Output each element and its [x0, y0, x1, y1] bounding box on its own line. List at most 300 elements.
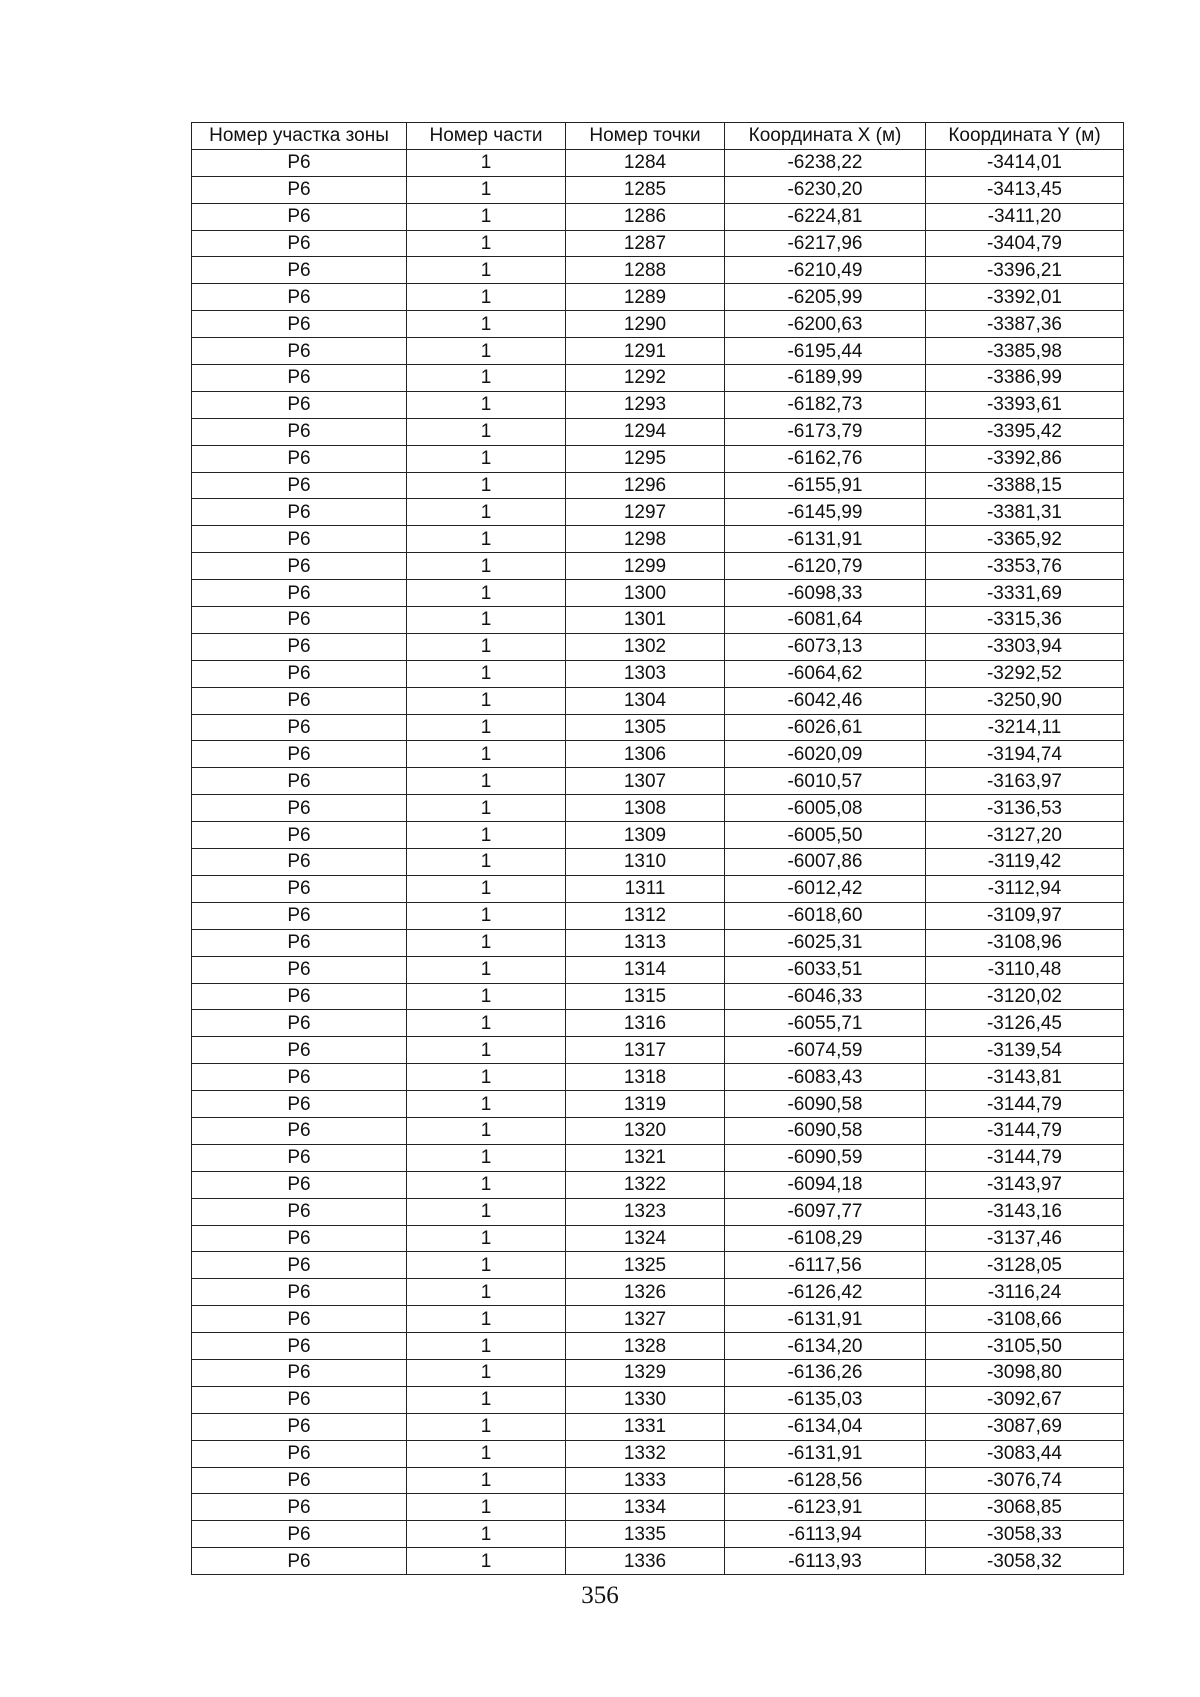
- table-row: [192, 1333, 1124, 1360]
- cell-point-number: 1335: [566, 1521, 725, 1548]
- cell-zone-section: Р6: [192, 311, 407, 338]
- cell-part-number: 1: [407, 875, 566, 902]
- cell-coordinate-y: -3076,74: [926, 1467, 1124, 1494]
- cell-coordinate-x: -6145,99: [725, 499, 926, 526]
- cell-coordinate-y: -3116,24: [926, 1279, 1124, 1306]
- cell-part-number: 1: [407, 1333, 566, 1360]
- table-row: [192, 1037, 1124, 1064]
- header-coordinate-x: Координата X (м): [725, 123, 926, 150]
- cell-coordinate-x: -6134,20: [725, 1333, 926, 1360]
- cell-coordinate-x: -6131,91: [725, 1306, 926, 1333]
- cell-part-number: 1: [407, 1144, 566, 1171]
- cell-zone-section: Р6: [192, 1064, 407, 1091]
- table-row: [192, 607, 1124, 634]
- cell-coordinate-x: -6010,57: [725, 768, 926, 795]
- cell-coordinate-y: -3058,33: [926, 1521, 1124, 1548]
- cell-coordinate-y: -3108,66: [926, 1306, 1124, 1333]
- table-row: [192, 1064, 1124, 1091]
- cell-zone-section: Р6: [192, 768, 407, 795]
- cell-part-number: 1: [407, 1494, 566, 1521]
- cell-part-number: 1: [407, 526, 566, 553]
- cell-coordinate-y: -3393,61: [926, 391, 1124, 418]
- cell-point-number: 1329: [566, 1359, 725, 1386]
- table-row: [192, 660, 1124, 687]
- cell-zone-section: Р6: [192, 1548, 407, 1575]
- cell-part-number: 1: [407, 257, 566, 284]
- cell-point-number: 1326: [566, 1279, 725, 1306]
- cell-part-number: 1: [407, 1117, 566, 1144]
- cell-part-number: 1: [407, 203, 566, 230]
- cell-part-number: 1: [407, 230, 566, 257]
- cell-part-number: 1: [407, 580, 566, 607]
- cell-point-number: 1332: [566, 1440, 725, 1467]
- cell-part-number: 1: [407, 1359, 566, 1386]
- cell-zone-section: Р6: [192, 445, 407, 472]
- cell-part-number: 1: [407, 902, 566, 929]
- table-row: [192, 1198, 1124, 1225]
- table-row: [192, 149, 1124, 176]
- cell-zone-section: Р6: [192, 1359, 407, 1386]
- cell-point-number: 1314: [566, 956, 725, 983]
- cell-coordinate-x: -6126,42: [725, 1279, 926, 1306]
- cell-zone-section: Р6: [192, 983, 407, 1010]
- cell-coordinate-y: -3386,99: [926, 365, 1124, 392]
- table-row: [192, 365, 1124, 392]
- cell-zone-section: Р6: [192, 580, 407, 607]
- cell-point-number: 1288: [566, 257, 725, 284]
- cell-coordinate-x: -6155,91: [725, 472, 926, 499]
- cell-point-number: 1315: [566, 983, 725, 1010]
- cell-coordinate-y: -3331,69: [926, 580, 1124, 607]
- cell-part-number: 1: [407, 1548, 566, 1575]
- table-row: [192, 1359, 1124, 1386]
- table-row: [192, 1386, 1124, 1413]
- cell-coordinate-y: -3315,36: [926, 607, 1124, 634]
- cell-coordinate-y: -3395,42: [926, 418, 1124, 445]
- cell-part-number: 1: [407, 1279, 566, 1306]
- cell-point-number: 1324: [566, 1225, 725, 1252]
- cell-point-number: 1330: [566, 1386, 725, 1413]
- cell-part-number: 1: [407, 391, 566, 418]
- cell-part-number: 1: [407, 660, 566, 687]
- table-row: [192, 1306, 1124, 1333]
- cell-zone-section: Р6: [192, 1413, 407, 1440]
- cell-coordinate-x: -6173,79: [725, 418, 926, 445]
- table-row: [192, 1010, 1124, 1037]
- table-row: [192, 338, 1124, 365]
- cell-point-number: 1285: [566, 176, 725, 203]
- cell-zone-section: Р6: [192, 1333, 407, 1360]
- cell-coordinate-y: -3353,76: [926, 553, 1124, 580]
- cell-coordinate-x: -6090,58: [725, 1117, 926, 1144]
- table-row: [192, 203, 1124, 230]
- cell-point-number: 1328: [566, 1333, 725, 1360]
- cell-point-number: 1307: [566, 768, 725, 795]
- cell-zone-section: Р6: [192, 1521, 407, 1548]
- cell-zone-section: Р6: [192, 1144, 407, 1171]
- cell-zone-section: Р6: [192, 607, 407, 634]
- cell-point-number: 1301: [566, 607, 725, 634]
- cell-coordinate-x: -6238,22: [725, 149, 926, 176]
- cell-part-number: 1: [407, 311, 566, 338]
- cell-coordinate-y: -3112,94: [926, 875, 1124, 902]
- cell-point-number: 1302: [566, 633, 725, 660]
- table-row: [192, 391, 1124, 418]
- table-body: [192, 149, 1124, 1574]
- cell-coordinate-y: -3388,15: [926, 472, 1124, 499]
- cell-point-number: 1299: [566, 553, 725, 580]
- cell-coordinate-x: -6224,81: [725, 203, 926, 230]
- cell-part-number: 1: [407, 1225, 566, 1252]
- table-row: [192, 1225, 1124, 1252]
- cell-coordinate-y: -3392,01: [926, 284, 1124, 311]
- cell-zone-section: Р6: [192, 499, 407, 526]
- cell-point-number: 1296: [566, 472, 725, 499]
- cell-point-number: 1321: [566, 1144, 725, 1171]
- cell-point-number: 1325: [566, 1252, 725, 1279]
- cell-coordinate-y: -3109,97: [926, 902, 1124, 929]
- cell-zone-section: Р6: [192, 714, 407, 741]
- cell-coordinate-y: -3396,21: [926, 257, 1124, 284]
- cell-coordinate-x: -6042,46: [725, 687, 926, 714]
- cell-coordinate-x: -6020,09: [725, 741, 926, 768]
- cell-coordinate-x: -6046,33: [725, 983, 926, 1010]
- cell-zone-section: Р6: [192, 1037, 407, 1064]
- cell-point-number: 1313: [566, 929, 725, 956]
- cell-coordinate-y: -3144,79: [926, 1144, 1124, 1171]
- cell-coordinate-y: -3092,67: [926, 1386, 1124, 1413]
- cell-part-number: 1: [407, 1521, 566, 1548]
- table-row: [192, 230, 1124, 257]
- cell-part-number: 1: [407, 418, 566, 445]
- cell-coordinate-x: -6108,29: [725, 1225, 926, 1252]
- cell-coordinate-y: -3392,86: [926, 445, 1124, 472]
- header-part-number: Номер части: [407, 123, 566, 150]
- cell-zone-section: Р6: [192, 257, 407, 284]
- cell-part-number: 1: [407, 1064, 566, 1091]
- header-point-number: Номер точки: [566, 123, 725, 150]
- cell-part-number: 1: [407, 1306, 566, 1333]
- cell-point-number: 1294: [566, 418, 725, 445]
- table-row: [192, 983, 1124, 1010]
- cell-zone-section: Р6: [192, 1252, 407, 1279]
- cell-zone-section: Р6: [192, 1279, 407, 1306]
- cell-zone-section: Р6: [192, 929, 407, 956]
- cell-zone-section: Р6: [192, 849, 407, 876]
- table-row: [192, 1413, 1124, 1440]
- cell-coordinate-x: -6098,33: [725, 580, 926, 607]
- cell-point-number: 1310: [566, 849, 725, 876]
- cell-part-number: 1: [407, 445, 566, 472]
- cell-coordinate-x: -6007,86: [725, 849, 926, 876]
- cell-point-number: 1333: [566, 1467, 725, 1494]
- cell-zone-section: Р6: [192, 1440, 407, 1467]
- cell-coordinate-x: -6018,60: [725, 902, 926, 929]
- table-row: [192, 1548, 1124, 1575]
- cell-zone-section: Р6: [192, 1386, 407, 1413]
- cell-part-number: 1: [407, 768, 566, 795]
- cell-zone-section: Р6: [192, 230, 407, 257]
- cell-coordinate-x: -6210,49: [725, 257, 926, 284]
- cell-coordinate-y: -3303,94: [926, 633, 1124, 660]
- cell-point-number: 1309: [566, 822, 725, 849]
- cell-coordinate-x: -6005,50: [725, 822, 926, 849]
- table-row: [192, 499, 1124, 526]
- cell-zone-section: Р6: [192, 418, 407, 445]
- cell-coordinate-y: -3381,31: [926, 499, 1124, 526]
- table-row: [192, 687, 1124, 714]
- cell-zone-section: Р6: [192, 1117, 407, 1144]
- cell-coordinate-x: -6081,64: [725, 607, 926, 634]
- cell-zone-section: Р6: [192, 472, 407, 499]
- cell-part-number: 1: [407, 149, 566, 176]
- table-row: [192, 1521, 1124, 1548]
- cell-part-number: 1: [407, 822, 566, 849]
- cell-coordinate-y: -3387,36: [926, 311, 1124, 338]
- cell-coordinate-y: -3119,42: [926, 849, 1124, 876]
- cell-coordinate-y: -3194,74: [926, 741, 1124, 768]
- cell-coordinate-x: -6205,99: [725, 284, 926, 311]
- header-row: [192, 123, 1124, 150]
- table-row: [192, 1171, 1124, 1198]
- cell-coordinate-y: -3411,20: [926, 203, 1124, 230]
- cell-coordinate-y: -3385,98: [926, 338, 1124, 365]
- cell-coordinate-y: -3413,45: [926, 176, 1124, 203]
- cell-part-number: 1: [407, 1037, 566, 1064]
- cell-coordinate-x: -6136,26: [725, 1359, 926, 1386]
- cell-part-number: 1: [407, 1198, 566, 1225]
- cell-zone-section: Р6: [192, 553, 407, 580]
- table-row: [192, 553, 1124, 580]
- cell-coordinate-x: -6064,62: [725, 660, 926, 687]
- cell-part-number: 1: [407, 1171, 566, 1198]
- cell-zone-section: Р6: [192, 687, 407, 714]
- table-row: [192, 956, 1124, 983]
- cell-point-number: 1336: [566, 1548, 725, 1575]
- cell-part-number: 1: [407, 1091, 566, 1118]
- cell-coordinate-y: -3163,97: [926, 768, 1124, 795]
- table-row: [192, 526, 1124, 553]
- cell-zone-section: Р6: [192, 338, 407, 365]
- cell-part-number: 1: [407, 176, 566, 203]
- cell-zone-section: Р6: [192, 1225, 407, 1252]
- table-row: [192, 1144, 1124, 1171]
- cell-coordinate-y: -3128,05: [926, 1252, 1124, 1279]
- cell-coordinate-x: -6217,96: [725, 230, 926, 257]
- cell-coordinate-x: -6113,93: [725, 1548, 926, 1575]
- cell-point-number: 1312: [566, 902, 725, 929]
- cell-zone-section: Р6: [192, 1010, 407, 1037]
- table-row: [192, 1117, 1124, 1144]
- cell-point-number: 1323: [566, 1198, 725, 1225]
- cell-coordinate-y: -3139,54: [926, 1037, 1124, 1064]
- cell-coordinate-y: -3058,32: [926, 1548, 1124, 1575]
- cell-coordinate-x: -6074,59: [725, 1037, 926, 1064]
- cell-zone-section: Р6: [192, 284, 407, 311]
- cell-point-number: 1292: [566, 365, 725, 392]
- cell-point-number: 1311: [566, 875, 725, 902]
- cell-coordinate-y: -3404,79: [926, 230, 1124, 257]
- cell-coordinate-y: -3083,44: [926, 1440, 1124, 1467]
- cell-point-number: 1308: [566, 795, 725, 822]
- cell-part-number: 1: [407, 553, 566, 580]
- table-row: [192, 929, 1124, 956]
- cell-point-number: 1306: [566, 741, 725, 768]
- page-number: 356: [581, 1582, 619, 1609]
- cell-zone-section: Р6: [192, 1091, 407, 1118]
- cell-point-number: 1318: [566, 1064, 725, 1091]
- cell-coordinate-x: -6131,91: [725, 1440, 926, 1467]
- header-coordinate-y: Координата Y (м): [926, 123, 1124, 150]
- cell-zone-section: Р6: [192, 795, 407, 822]
- cell-point-number: 1316: [566, 1010, 725, 1037]
- table-row: [192, 902, 1124, 929]
- cell-zone-section: Р6: [192, 1198, 407, 1225]
- cell-zone-section: Р6: [192, 176, 407, 203]
- cell-zone-section: Р6: [192, 1171, 407, 1198]
- cell-coordinate-x: -6131,91: [725, 526, 926, 553]
- cell-coordinate-y: -3087,69: [926, 1413, 1124, 1440]
- cell-part-number: 1: [407, 607, 566, 634]
- cell-coordinate-x: -6123,91: [725, 1494, 926, 1521]
- table-row: [192, 849, 1124, 876]
- cell-coordinate-y: -3144,79: [926, 1117, 1124, 1144]
- table-row: [192, 741, 1124, 768]
- cell-coordinate-x: -6117,56: [725, 1252, 926, 1279]
- table-row: [192, 1252, 1124, 1279]
- cell-zone-section: Р6: [192, 365, 407, 392]
- cell-coordinate-y: -3110,48: [926, 956, 1124, 983]
- cell-part-number: 1: [407, 1440, 566, 1467]
- table-row: [192, 1279, 1124, 1306]
- cell-point-number: 1287: [566, 230, 725, 257]
- cell-point-number: 1298: [566, 526, 725, 553]
- table-row: [192, 633, 1124, 660]
- cell-coordinate-x: -6083,43: [725, 1064, 926, 1091]
- coordinates-table: [191, 122, 1124, 1575]
- cell-part-number: 1: [407, 714, 566, 741]
- cell-part-number: 1: [407, 983, 566, 1010]
- table-row: [192, 714, 1124, 741]
- cell-coordinate-y: -3414,01: [926, 149, 1124, 176]
- cell-part-number: 1: [407, 741, 566, 768]
- cell-coordinate-x: -6026,61: [725, 714, 926, 741]
- cell-zone-section: Р6: [192, 822, 407, 849]
- cell-part-number: 1: [407, 849, 566, 876]
- cell-coordinate-x: -6113,94: [725, 1521, 926, 1548]
- cell-zone-section: Р6: [192, 1494, 407, 1521]
- table-row: [192, 768, 1124, 795]
- cell-coordinate-x: -6094,18: [725, 1171, 926, 1198]
- cell-coordinate-y: -3143,97: [926, 1171, 1124, 1198]
- cell-coordinate-y: -3136,53: [926, 795, 1124, 822]
- cell-part-number: 1: [407, 633, 566, 660]
- cell-coordinate-x: -6195,44: [725, 338, 926, 365]
- table-row: [192, 445, 1124, 472]
- cell-point-number: 1303: [566, 660, 725, 687]
- cell-coordinate-x: -6005,08: [725, 795, 926, 822]
- cell-coordinate-y: -3143,16: [926, 1198, 1124, 1225]
- cell-coordinate-x: -6128,56: [725, 1467, 926, 1494]
- cell-zone-section: Р6: [192, 741, 407, 768]
- cell-coordinate-y: -3214,11: [926, 714, 1124, 741]
- cell-point-number: 1286: [566, 203, 725, 230]
- cell-point-number: 1291: [566, 338, 725, 365]
- cell-part-number: 1: [407, 1010, 566, 1037]
- cell-coordinate-x: -6135,03: [725, 1386, 926, 1413]
- table-row: [192, 472, 1124, 499]
- cell-point-number: 1295: [566, 445, 725, 472]
- cell-coordinate-x: -6200,63: [725, 311, 926, 338]
- cell-part-number: 1: [407, 795, 566, 822]
- cell-point-number: 1317: [566, 1037, 725, 1064]
- cell-coordinate-y: -3250,90: [926, 687, 1124, 714]
- cell-coordinate-y: -3292,52: [926, 660, 1124, 687]
- cell-coordinate-x: -6090,58: [725, 1091, 926, 1118]
- cell-coordinate-x: -6230,20: [725, 176, 926, 203]
- cell-coordinate-x: -6033,51: [725, 956, 926, 983]
- cell-coordinate-x: -6097,77: [725, 1198, 926, 1225]
- table-row: [192, 822, 1124, 849]
- cell-coordinate-y: -3143,81: [926, 1064, 1124, 1091]
- table-row: [192, 875, 1124, 902]
- cell-point-number: 1293: [566, 391, 725, 418]
- cell-coordinate-y: -3127,20: [926, 822, 1124, 849]
- cell-coordinate-y: -3108,96: [926, 929, 1124, 956]
- table-row: [192, 311, 1124, 338]
- table-row: [192, 1494, 1124, 1521]
- cell-point-number: 1319: [566, 1091, 725, 1118]
- cell-zone-section: Р6: [192, 203, 407, 230]
- table-row: [192, 1440, 1124, 1467]
- cell-point-number: 1284: [566, 149, 725, 176]
- cell-coordinate-x: -6055,71: [725, 1010, 926, 1037]
- table-row: [192, 795, 1124, 822]
- cell-part-number: 1: [407, 929, 566, 956]
- cell-point-number: 1304: [566, 687, 725, 714]
- cell-part-number: 1: [407, 1413, 566, 1440]
- cell-part-number: 1: [407, 956, 566, 983]
- cell-part-number: 1: [407, 365, 566, 392]
- cell-point-number: 1289: [566, 284, 725, 311]
- cell-coordinate-x: -6073,13: [725, 633, 926, 660]
- cell-coordinate-x: -6012,42: [725, 875, 926, 902]
- cell-zone-section: Р6: [192, 1467, 407, 1494]
- cell-coordinate-x: -6182,73: [725, 391, 926, 418]
- cell-coordinate-y: -3105,50: [926, 1333, 1124, 1360]
- cell-point-number: 1334: [566, 1494, 725, 1521]
- table-header: [192, 123, 1124, 150]
- cell-zone-section: Р6: [192, 875, 407, 902]
- table-row: [192, 580, 1124, 607]
- table-row: [192, 1091, 1124, 1118]
- table-row: [192, 284, 1124, 311]
- cell-point-number: 1322: [566, 1171, 725, 1198]
- cell-part-number: 1: [407, 687, 566, 714]
- cell-coordinate-x: -6120,79: [725, 553, 926, 580]
- cell-point-number: 1297: [566, 499, 725, 526]
- table-row: [192, 418, 1124, 445]
- cell-point-number: 1305: [566, 714, 725, 741]
- cell-zone-section: Р6: [192, 391, 407, 418]
- cell-zone-section: Р6: [192, 956, 407, 983]
- cell-coordinate-y: -3365,92: [926, 526, 1124, 553]
- cell-zone-section: Р6: [192, 660, 407, 687]
- table-row: [192, 1467, 1124, 1494]
- cell-coordinate-y: -3126,45: [926, 1010, 1124, 1037]
- cell-zone-section: Р6: [192, 902, 407, 929]
- table-row: [192, 257, 1124, 284]
